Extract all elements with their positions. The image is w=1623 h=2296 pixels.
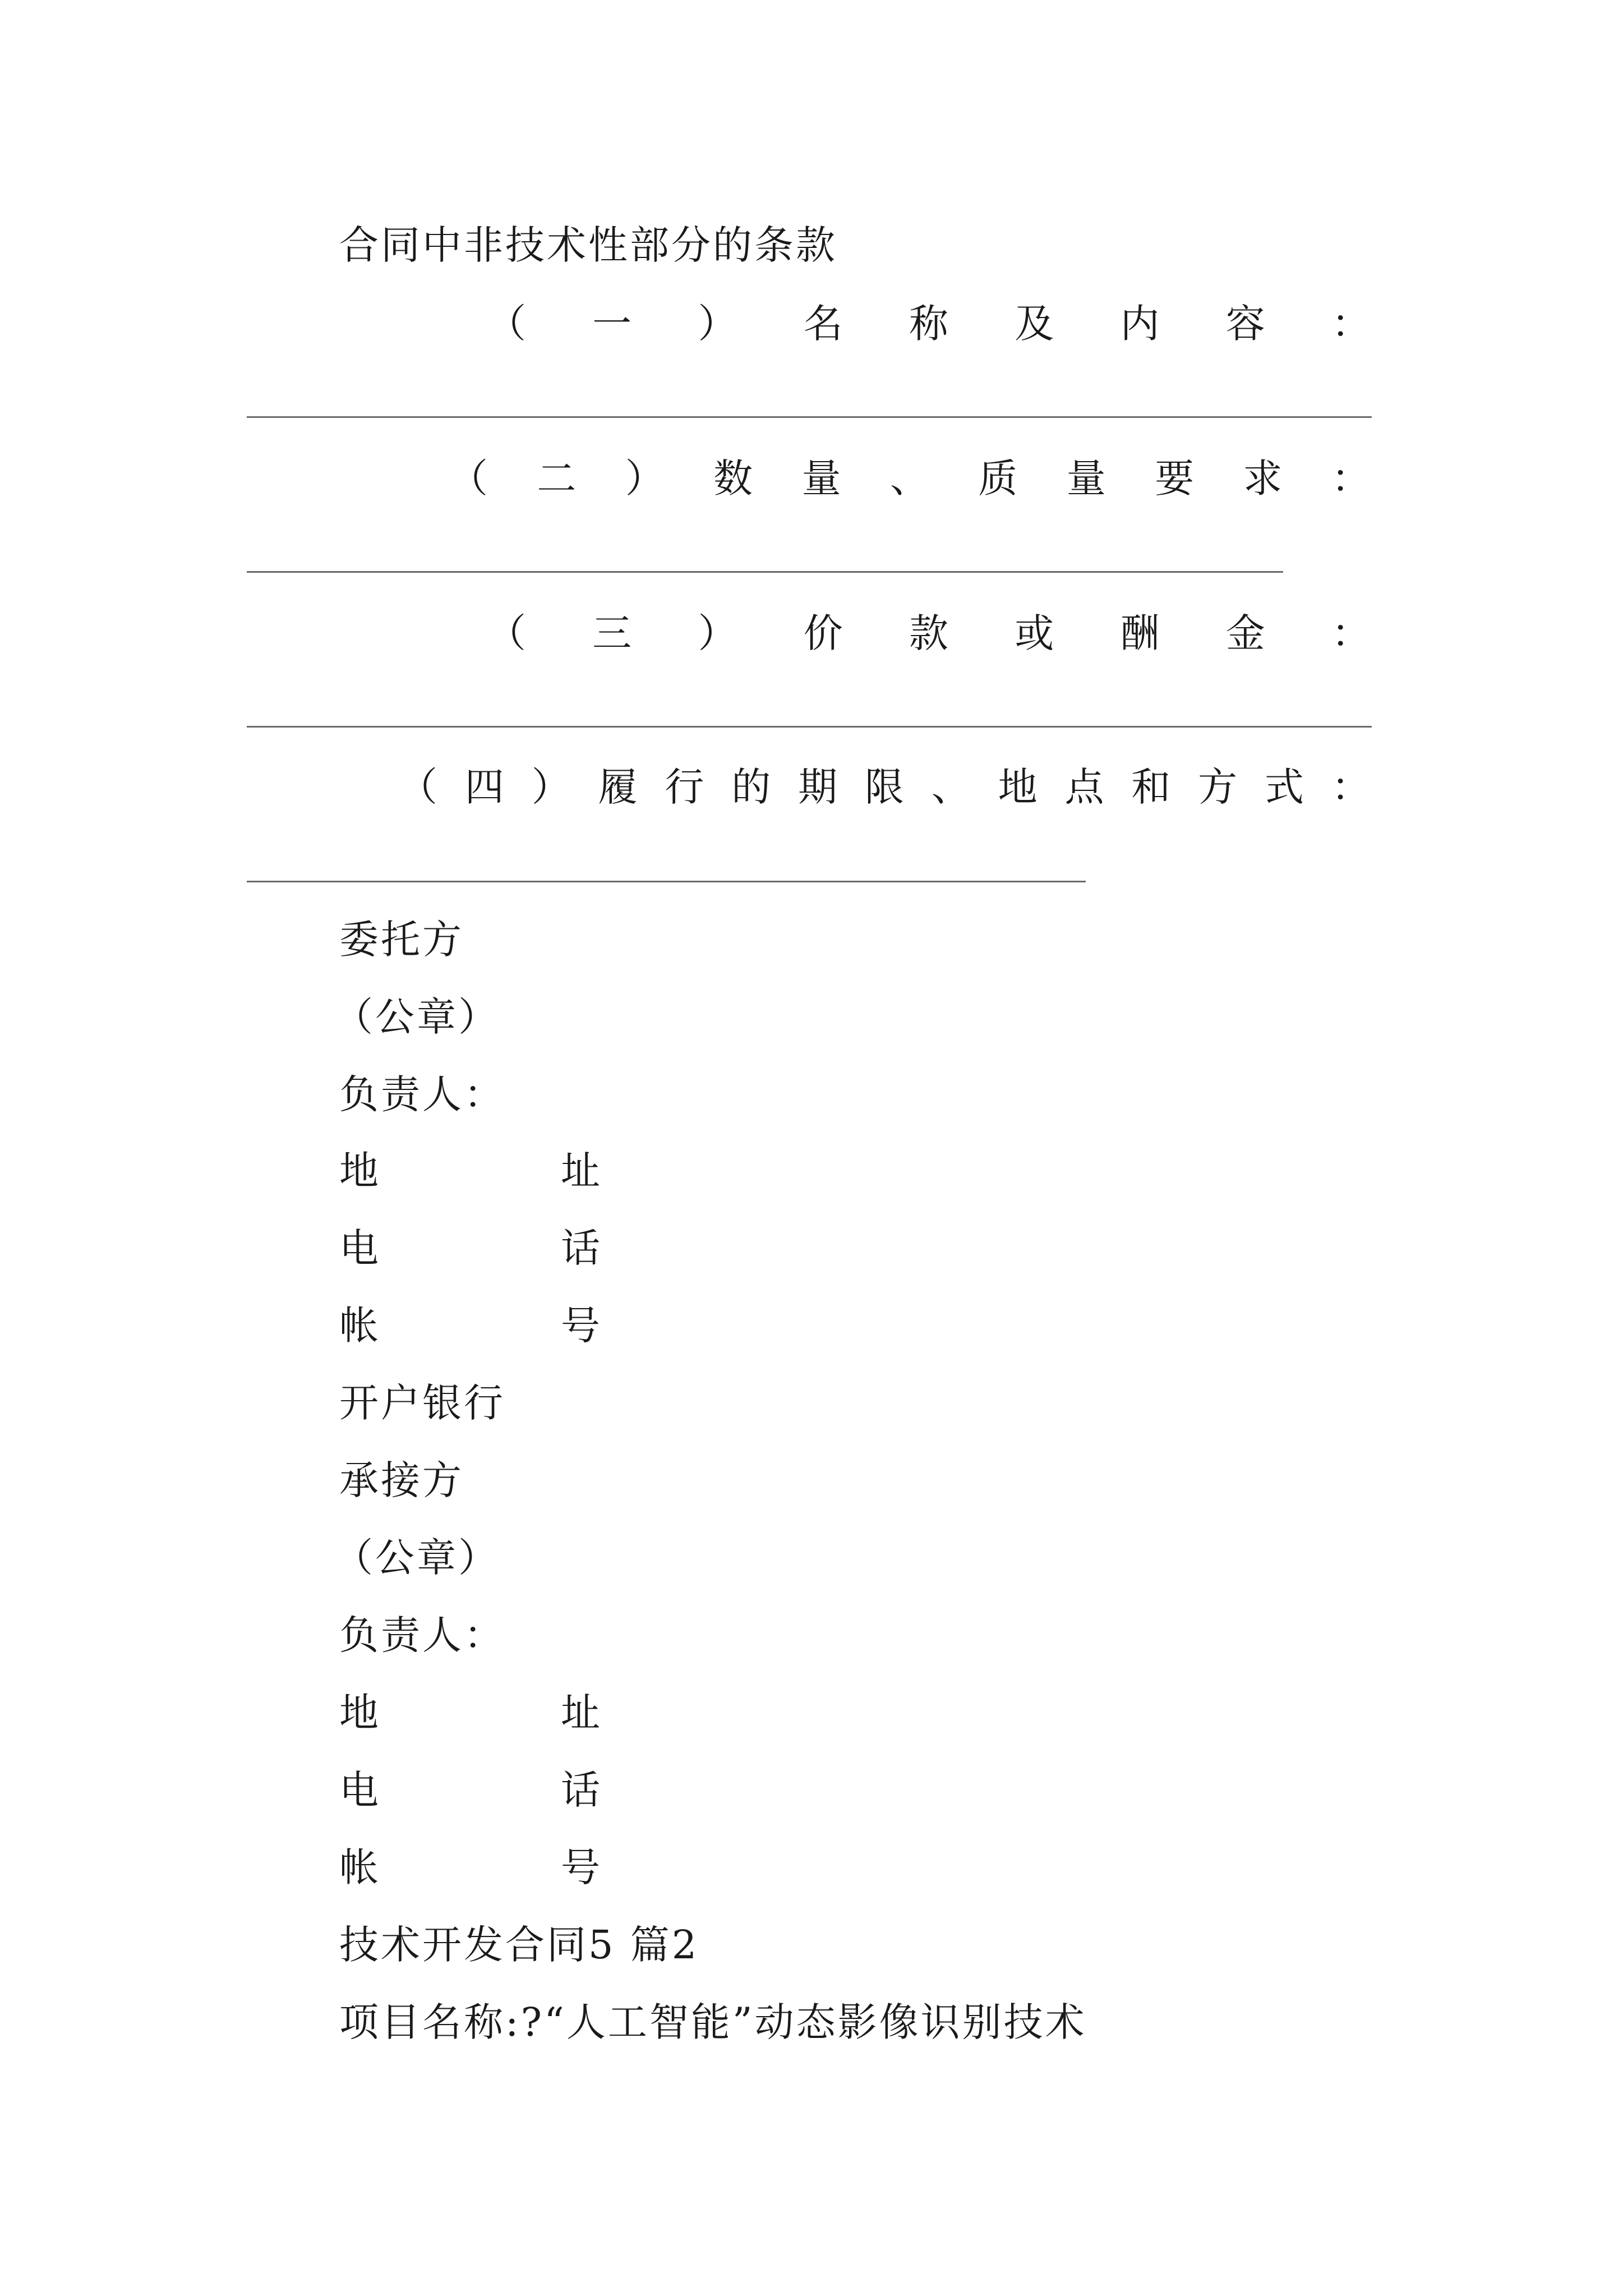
fill-line bbox=[247, 571, 1283, 573]
client-person: 负责人： bbox=[339, 1071, 505, 1117]
client-address-label-a: 地 bbox=[339, 1148, 379, 1194]
contractor-address-label-a: 地 bbox=[339, 1690, 379, 1736]
contractor-seal: （公章） bbox=[334, 1535, 500, 1581]
client-address-label-b: 址 bbox=[561, 1148, 600, 1194]
clause-1: （ 一 ） 名 称 及 内 容 ： bbox=[487, 301, 1371, 347]
client-phone-label-b: 话 bbox=[561, 1225, 600, 1271]
client-bank: 开户银行 bbox=[339, 1380, 505, 1426]
contractor-title: 承接方 bbox=[339, 1457, 464, 1503]
contractor-person: 负责人： bbox=[339, 1612, 505, 1658]
contractor-account-label-b: 号 bbox=[561, 1844, 600, 1890]
contractor-phone-label-b: 话 bbox=[561, 1767, 600, 1813]
next-heading: 技术开发合同5 篇2 bbox=[339, 1922, 699, 1968]
clause-2: （ 二 ） 数 量 、 质 量 要 求 ： bbox=[449, 455, 1371, 501]
clause-3: （ 三 ） 价 款 或 酬 金 ： bbox=[487, 610, 1371, 656]
fill-line bbox=[247, 416, 1372, 418]
fill-line bbox=[247, 726, 1372, 728]
client-account-label-a: 帐 bbox=[339, 1303, 379, 1349]
contractor-address-label-b: 址 bbox=[561, 1690, 600, 1736]
contractor-phone-label-a: 电 bbox=[339, 1767, 379, 1813]
client-seal: （公章） bbox=[334, 994, 500, 1040]
client-phone-label-a: 电 bbox=[339, 1225, 379, 1271]
clause-4: （ 四 ） 履 行 的 期 限 、 地 点 和 方 式 ： bbox=[398, 764, 1371, 810]
fill-line bbox=[247, 881, 1086, 882]
contractor-account-label-a: 帐 bbox=[339, 1844, 379, 1890]
intro-line: 合同中非技术性部分的条款 bbox=[339, 222, 837, 268]
client-title: 委托方 bbox=[339, 917, 464, 963]
client-account-label-b: 号 bbox=[561, 1303, 600, 1349]
project-name: 项目名称:?“人工智能”动态影像识别技术 bbox=[339, 1999, 1087, 2045]
